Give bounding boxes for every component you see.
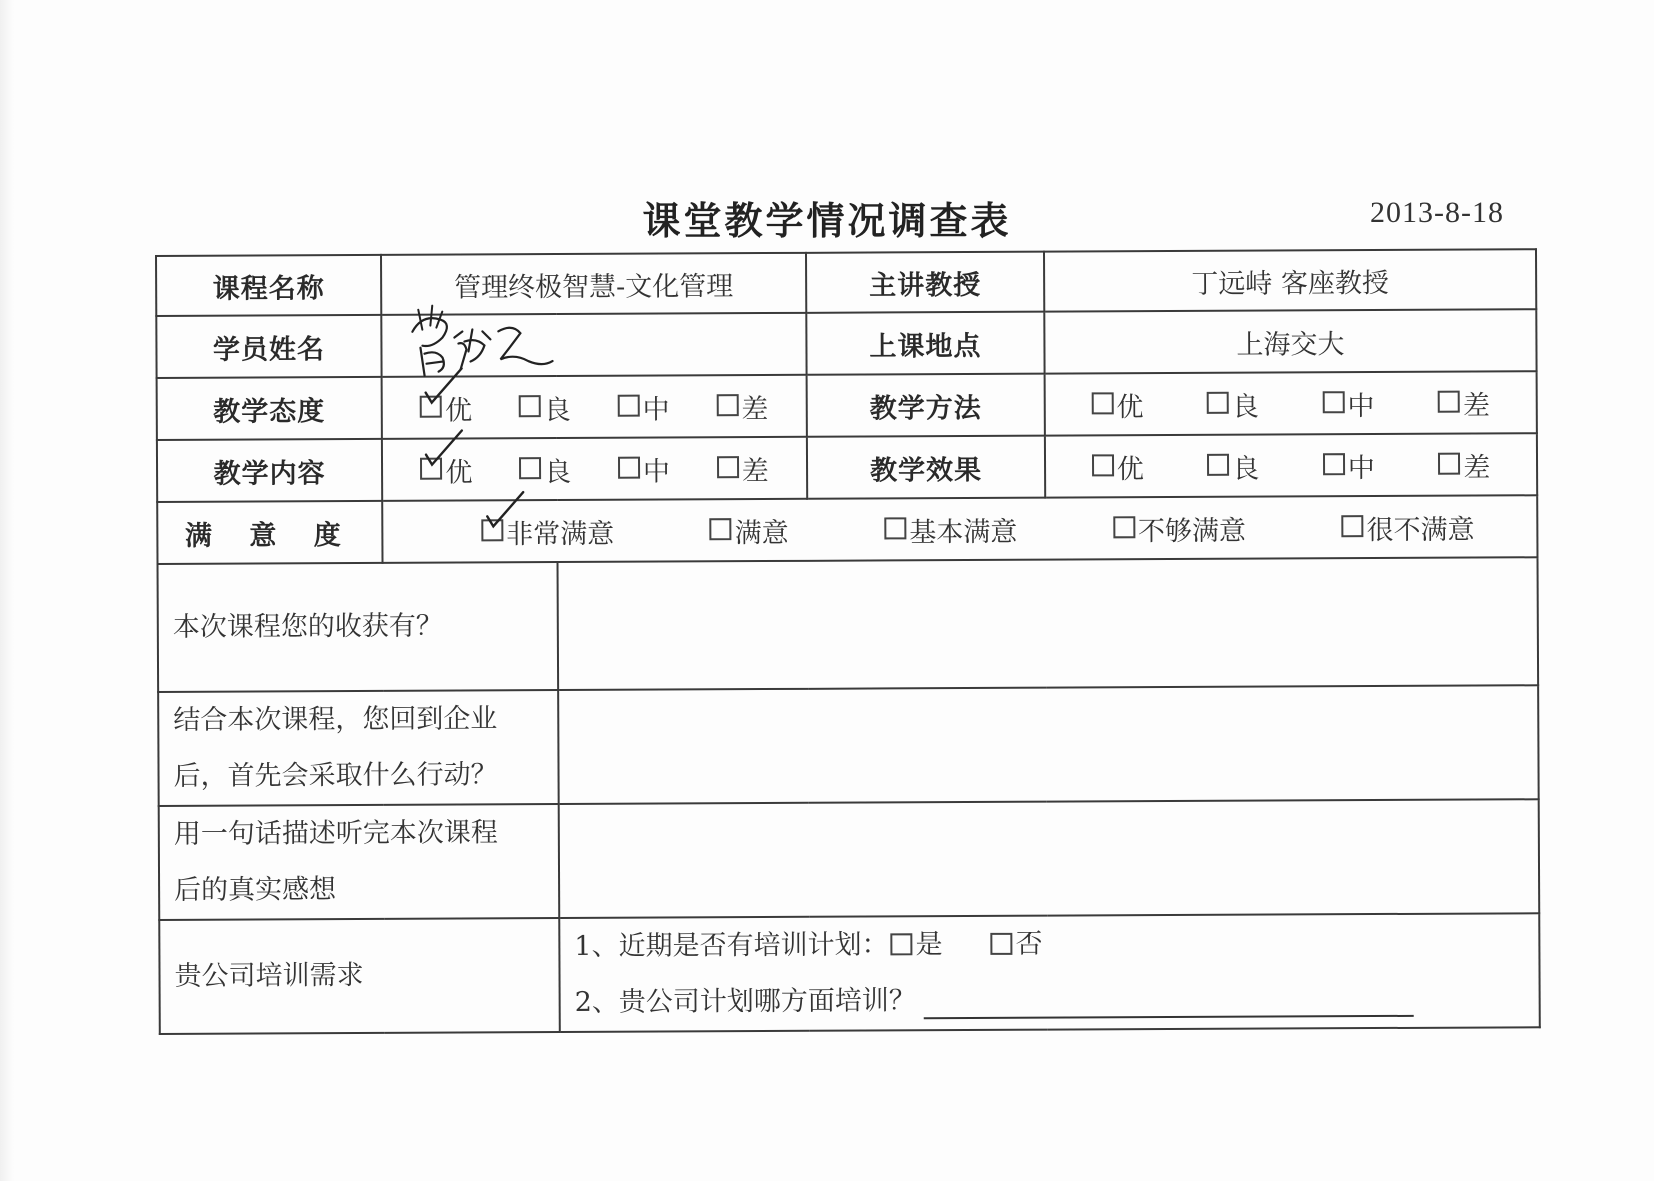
training-plan-yes[interactable] [888,917,942,973]
option-label: 是 [915,929,943,961]
course-name-label: 课程名称 [156,255,381,316]
method-option-excellent[interactable] [1091,385,1143,424]
training-area-blank[interactable] [924,981,1414,1019]
effect-label: 教学效果 [807,436,1045,499]
checkbox[interactable] [891,933,913,955]
checkbox[interactable] [1438,391,1460,413]
method-label: 教学方法 [807,374,1045,437]
content-option-good[interactable] [519,449,571,488]
action-question [158,690,559,806]
satisfaction-label: 满 意 度 [157,501,382,564]
content-option-excellent[interactable] [420,450,472,489]
action-answer-field[interactable] [558,685,1539,804]
satisfaction-option-basically-satisfied[interactable] [884,509,1017,549]
option-label: 不够满意 [1137,515,1247,547]
survey-table [155,248,1541,1035]
option-label: 非常满意 [506,518,615,550]
content-label: 教学内容 [157,439,382,502]
checkbox[interactable] [618,395,640,417]
satisfaction-options [382,495,1537,563]
survey-form [155,248,1539,1035]
option-label: 优 [445,456,473,489]
gain-answer-field[interactable] [558,557,1539,690]
training-plan-line [560,914,1538,975]
checkbox[interactable] [1207,392,1229,414]
checkbox[interactable] [1341,515,1363,537]
satisfaction-option-very-satisfied[interactable] [481,511,614,551]
lecturer-label: 主讲教授 [806,252,1044,313]
option-label: 差 [741,455,769,487]
option-label: 满意 [734,517,789,549]
action-question-line-1: 结合本次课程，您回到企业 [173,703,498,736]
option-label: 差 [1462,389,1491,422]
training-plan-no[interactable] [988,917,1042,973]
option-label: 良 [1232,453,1260,485]
option-label: 优 [445,394,473,427]
checkmark-icon [422,428,468,472]
option-label: 差 [1463,451,1491,484]
satisfaction-option-satisfied[interactable] [710,510,789,549]
checkmark-icon [422,366,468,410]
option-label: 良 [544,456,572,488]
training-needs-field [559,913,1540,1032]
checkbox[interactable] [884,517,906,539]
training-area-line [561,970,1539,1031]
checkbox[interactable] [1091,392,1113,414]
gain-question-text: 本次课程您的收获有？ [172,610,443,643]
content-option-average[interactable] [618,449,670,488]
checkbox[interactable] [716,394,738,416]
attitude-option-excellent[interactable] [420,388,472,427]
checkbox[interactable] [717,456,739,478]
option-label: 很不满意 [1366,514,1475,546]
effect-options [1045,433,1537,497]
effect-option-good[interactable] [1207,446,1259,485]
option-label: 中 [1347,452,1375,484]
student-name-label: 学员姓名 [156,315,381,378]
option-label: 中 [642,393,670,426]
action-question-line-2: 后，首先会采取什么行动？ [173,759,498,792]
satisfaction-option-very-dissatisfied[interactable] [1341,507,1474,547]
training-plan-question: 1、近期是否有培训计划： [574,929,889,962]
option-label: 良 [1231,391,1260,423]
form-title: 课堂教学情况调查表 [642,199,1012,243]
content-option-poor[interactable] [717,449,769,488]
checkbox[interactable] [710,518,732,540]
training-needs-label-text: 贵公司培训需求 [174,959,364,992]
option-label: 基本满意 [909,516,1018,548]
option-label: 良 [543,394,571,426]
course-name-value: 管理终极智慧-文化管理 [381,253,806,315]
location-label: 上课地点 [806,312,1044,375]
location-value: 上海交大 [1044,309,1536,373]
option-label: 优 [1116,453,1144,485]
effect-option-excellent[interactable] [1092,447,1144,486]
checkmark-icon [483,490,529,534]
content-options [382,437,807,501]
gain-question [158,562,559,692]
attitude-option-good[interactable] [519,387,571,426]
method-option-good[interactable] [1207,384,1259,423]
checkbox[interactable] [1322,391,1344,413]
checkbox[interactable] [519,395,541,417]
option-label: 中 [1347,390,1375,422]
feeling-answer-field[interactable] [559,799,1540,918]
checkbox[interactable] [1092,454,1114,476]
checkbox[interactable] [1207,454,1229,476]
training-needs-label [159,918,560,1034]
checkbox[interactable] [1113,516,1135,538]
effect-option-average[interactable] [1323,446,1375,485]
scan-edge-shadow [0,0,14,1181]
satisfaction-option-not-satisfied[interactable] [1113,508,1246,548]
option-label: 差 [741,393,769,425]
option-label: 否 [1015,928,1043,960]
checkbox[interactable] [618,457,640,479]
checkbox[interactable] [991,933,1013,955]
training-area-question: 2、贵公司计划哪方面培训？ [574,985,916,1018]
attitude-option-poor[interactable] [716,387,768,426]
attitude-label: 教学态度 [157,377,382,440]
option-label: 优 [1116,391,1144,423]
attitude-option-average[interactable] [618,387,670,426]
feeling-question-line-2: 后的真实感想 [174,874,337,906]
effect-option-poor[interactable] [1438,445,1490,484]
form-date: 2013-8-18 [1370,196,1504,229]
checkbox[interactable] [1438,453,1460,475]
method-options [1045,371,1537,435]
feeling-question [159,804,560,920]
checkbox[interactable] [519,457,541,479]
lecturer-value: 丁远峙 客座教授 [1044,249,1536,311]
feeling-question-line-1: 用一句话描述听完本次课程 [173,817,498,850]
method-option-average[interactable] [1322,384,1374,423]
option-label: 中 [642,455,671,488]
method-option-poor[interactable] [1438,383,1490,422]
checkbox[interactable] [1323,453,1345,475]
